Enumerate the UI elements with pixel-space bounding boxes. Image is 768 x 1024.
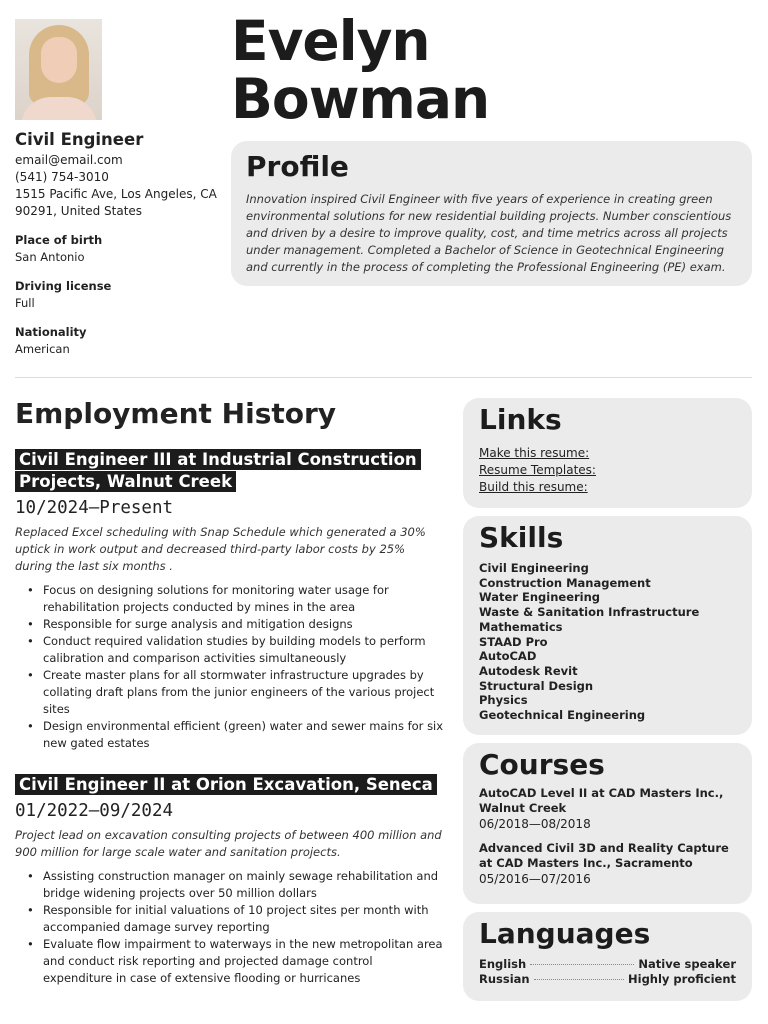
address-line-1: 1515 Pacific Ave, Los Angeles, CA xyxy=(15,187,217,201)
job-dates: 10/2024—Present xyxy=(15,498,174,518)
nationality xyxy=(15,324,87,358)
skill-item: Autodesk Revit xyxy=(479,663,578,678)
skill-item: STAAD Pro xyxy=(479,634,548,649)
profile-photo xyxy=(15,19,102,120)
profile-title: Profile xyxy=(246,150,349,183)
language-level: Native speaker xyxy=(638,957,736,971)
course-title: Advanced Civil 3D and Reality Capture at CAD Masters Inc., Sacramento xyxy=(479,841,729,870)
language-row xyxy=(479,972,736,987)
skill-item: Mathematics xyxy=(479,619,563,634)
phone: (541) 754-3010 xyxy=(15,170,109,184)
language-name: Russian xyxy=(479,972,530,986)
dotted-leader xyxy=(530,964,634,965)
first-name: Evelyn xyxy=(231,9,430,73)
skill-item: AutoCAD xyxy=(479,649,537,664)
employment-history-title: Employment History xyxy=(15,397,337,430)
skill-item: Geotechnical Engineering xyxy=(479,708,646,723)
profile-text: Innovation inspired Civil Engineer with five years of experience in creating green environmental solutions for new residential building projects. Number conscientious and driven by a desire to improve quality, cost, and time metrics across all projects under management. Completed a Bachelor of Science in Geotechnical Engineering and currently in the process of completing the Professional Engineering (PE) exam. xyxy=(246,192,732,274)
job-title: Civil Engineer xyxy=(15,130,144,149)
section-divider xyxy=(15,377,752,378)
link-build-resume[interactable]: Build this resume: xyxy=(479,480,588,494)
place-of-birth-label: Place of birth xyxy=(15,233,103,247)
job-bullet: • Responsible for initial valuations of 10 project sites per month with accompanied damage survey reporting xyxy=(15,902,445,936)
links-title: Links xyxy=(479,403,562,436)
course-item xyxy=(479,841,736,888)
job-bullet: • Conduct required validation studies by building models to perform calibration and comparison activities simultaneously xyxy=(15,633,445,667)
language-name: English xyxy=(479,957,527,971)
link-resume-templates[interactable]: Resume Templates: xyxy=(479,463,596,477)
links-section xyxy=(463,398,752,508)
job-description: Replaced Excel scheduling with Snap Schedule which generated a 30% uptick in work output and decreased third-party labor costs by 25% during the last six months . xyxy=(15,525,426,573)
driving-license-label: Driving license xyxy=(15,279,112,293)
course-dates: 05/2016—07/2016 xyxy=(479,872,591,886)
job-bullet: • Focus on designing solutions for monitoring water usage for rehabilitation projects conducted by mines in the area xyxy=(15,582,445,616)
job-entry xyxy=(15,774,445,987)
job-bullet: • Create master plans for all stormwater infrastructure upgrades by collating draft plans from the junior engineers of the various project sites xyxy=(15,667,445,718)
job-bullet: • Design environmental efficient (green) water and sewer mains for six new gated estates xyxy=(15,718,445,752)
language-level: Highly proficient xyxy=(628,972,736,986)
job-bullets xyxy=(15,868,445,987)
job-bullet: • Evaluate flow impairment to waterways in the new metropolitan area and conduct risk reporting and projected damage control expenditure in case of extensive flooding or hurricanes xyxy=(15,936,445,987)
last-name: Bowman xyxy=(231,67,490,131)
skill-item: Civil Engineering xyxy=(479,561,589,575)
candidate-name xyxy=(231,9,490,131)
course-dates: 06/2018—08/2018 xyxy=(479,817,591,831)
job-bullets xyxy=(15,582,445,752)
skills-section xyxy=(463,516,752,735)
place-of-birth-value: San Antonio xyxy=(15,250,85,264)
skill-item: Waste & Sanitation Infrastructure xyxy=(479,605,700,620)
job-heading: Civil Engineer III at Industrial Construction Projects, Walnut Creek xyxy=(15,449,421,492)
course-item xyxy=(479,786,736,833)
email: email@email.com xyxy=(15,153,123,167)
profile-section xyxy=(231,141,752,286)
driving-license-value: Full xyxy=(15,296,35,310)
courses-title: Courses xyxy=(479,748,605,781)
job-entry xyxy=(15,449,445,752)
dotted-leader xyxy=(534,979,624,980)
skill-item: Structural Design xyxy=(479,678,594,693)
skills-title: Skills xyxy=(479,521,564,554)
job-description: Project lead on excavation consulting projects of between 400 million and 900 million for large scale water and sanitation projects. xyxy=(15,828,442,859)
job-bullet: • Responsible for surge analysis and mitigation designs xyxy=(15,616,445,633)
driving-license xyxy=(15,278,111,312)
languages-title: Languages xyxy=(479,917,651,950)
language-row xyxy=(479,957,736,972)
languages-section xyxy=(463,912,752,1001)
link-make-resume[interactable]: Make this resume: xyxy=(479,446,590,460)
contact-info xyxy=(15,152,220,220)
job-heading: Civil Engineer II at Orion Excavation, Seneca xyxy=(15,774,437,795)
place-of-birth xyxy=(15,232,102,266)
courses-section xyxy=(463,743,752,904)
skill-item: Construction Management xyxy=(479,575,651,590)
address-line-2: 90291, United States xyxy=(15,204,143,218)
skill-item: Water Engineering xyxy=(479,590,601,605)
nationality-label: Nationality xyxy=(15,325,87,339)
skill-item: Physics xyxy=(479,693,528,708)
job-bullet: • Assisting construction manager on mainly sewage rehabilitation and bridge widening projects over 50 million dollars xyxy=(15,868,445,902)
course-title: AutoCAD Level II at CAD Masters Inc., Walnut Creek xyxy=(479,786,724,815)
nationality-value: American xyxy=(15,342,70,356)
job-dates: 01/2022—09/2024 xyxy=(15,801,174,821)
